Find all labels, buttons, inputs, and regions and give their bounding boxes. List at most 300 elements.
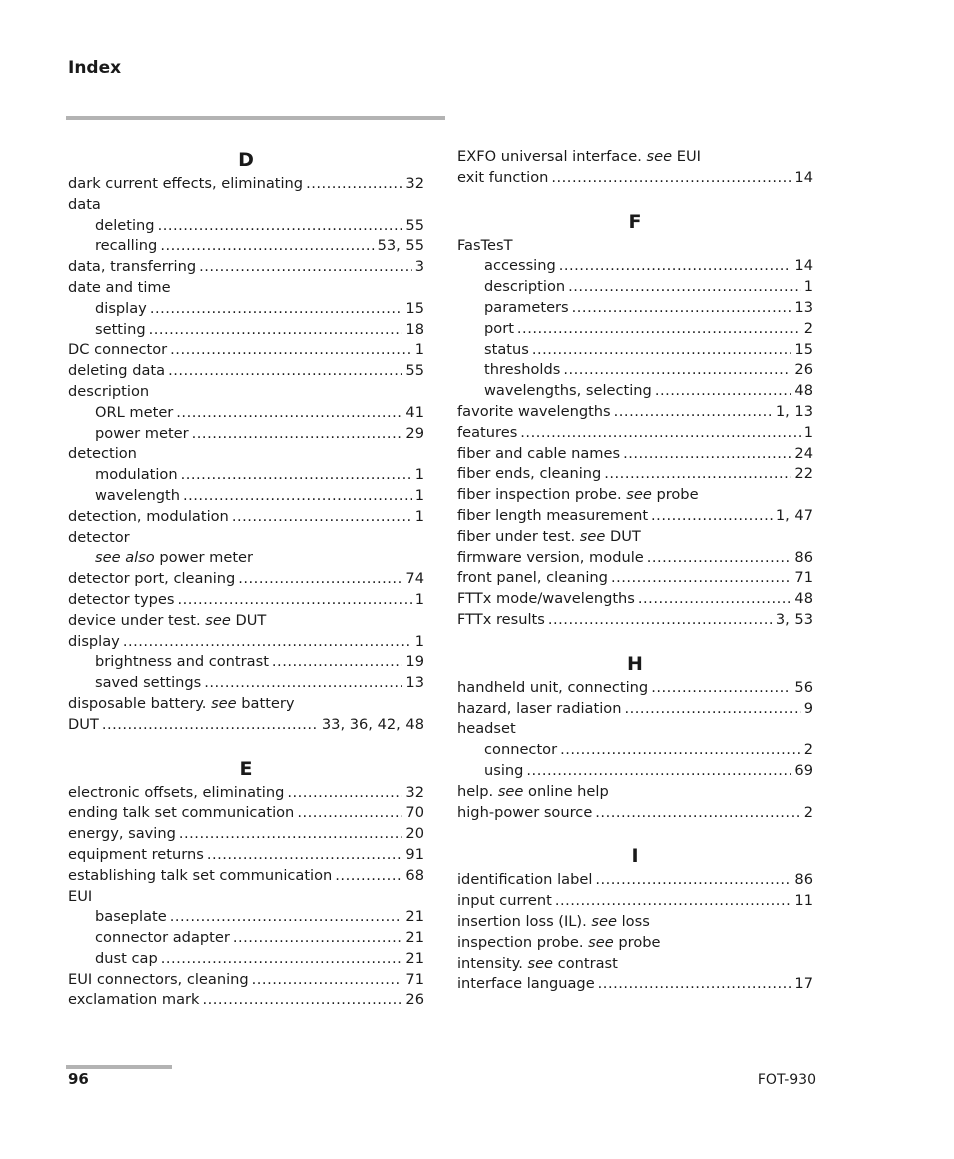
index-subentry bbox=[68, 465, 424, 486]
entry-term: firmware version, module bbox=[457, 548, 644, 566]
entry-term: data bbox=[68, 195, 101, 213]
dot-leader bbox=[123, 632, 412, 653]
index-entry bbox=[68, 590, 424, 611]
dot-leader bbox=[297, 803, 402, 824]
entry-term: DUT bbox=[68, 715, 99, 733]
entry-term: saved settings bbox=[95, 674, 202, 692]
entry-term: electronic offsets, eliminating bbox=[68, 783, 285, 801]
section-gap bbox=[457, 189, 813, 209]
page-reference: 1, 13 bbox=[775, 402, 813, 420]
index-column-left bbox=[68, 147, 424, 1011]
index-entry bbox=[68, 382, 424, 403]
index-entry bbox=[68, 528, 424, 549]
dot-leader bbox=[548, 610, 773, 631]
entry-term: thresholds bbox=[484, 361, 561, 379]
index-entry bbox=[68, 694, 424, 715]
dot-leader bbox=[177, 590, 411, 611]
section-letter: I bbox=[631, 845, 639, 868]
entry-term: dust cap bbox=[95, 949, 158, 967]
dot-leader bbox=[272, 652, 403, 673]
page-reference: 1 bbox=[414, 590, 424, 608]
page-reference: 3, 53 bbox=[775, 610, 813, 628]
entry-term bbox=[95, 548, 253, 569]
index-entry bbox=[68, 195, 424, 216]
dot-leader bbox=[149, 320, 403, 341]
dot-leader bbox=[335, 866, 402, 887]
index-entry bbox=[457, 954, 813, 975]
entry-term: energy, saving bbox=[68, 825, 176, 843]
entry-term: detector bbox=[68, 528, 130, 546]
dot-leader bbox=[563, 360, 791, 381]
page-reference: 56 bbox=[794, 678, 813, 696]
term-text: power meter bbox=[159, 549, 254, 567]
term-text: inspection probe. bbox=[457, 933, 584, 951]
index-entry bbox=[457, 678, 813, 699]
entry-term bbox=[457, 912, 650, 933]
entry-term: deleting data bbox=[68, 362, 166, 380]
index-entry bbox=[457, 568, 813, 589]
entry-term: detection bbox=[68, 445, 137, 463]
index-subentry bbox=[457, 740, 813, 761]
dot-leader bbox=[102, 715, 319, 736]
see-target: DUT bbox=[235, 611, 267, 629]
section-gap bbox=[457, 823, 813, 843]
page-reference: 3 bbox=[414, 258, 424, 276]
see-reference: see bbox=[626, 486, 652, 504]
index-subentry bbox=[457, 319, 813, 340]
entry-term bbox=[68, 694, 295, 715]
page-reference: 2 bbox=[803, 319, 813, 337]
page-reference: 32 bbox=[405, 175, 424, 192]
index-subentry bbox=[68, 236, 424, 257]
index-subentry bbox=[68, 216, 424, 237]
index-subentry bbox=[457, 298, 813, 319]
page-reference: 19 bbox=[405, 653, 424, 671]
index-entry bbox=[457, 527, 813, 548]
dot-leader bbox=[611, 568, 791, 589]
index-entry bbox=[68, 990, 424, 1011]
page-reference: 1, 47 bbox=[775, 506, 813, 524]
dot-leader bbox=[170, 340, 412, 361]
entry-term: exit function bbox=[457, 168, 549, 186]
entry-term bbox=[457, 485, 699, 506]
see-target: contrast bbox=[557, 954, 618, 972]
see-target: probe bbox=[656, 486, 699, 504]
dot-leader bbox=[160, 236, 374, 257]
index-entry bbox=[457, 147, 813, 168]
page-reference: 13 bbox=[405, 674, 424, 692]
index-section bbox=[68, 147, 424, 736]
page-reference: 2 bbox=[803, 741, 813, 759]
index-entry bbox=[457, 782, 813, 803]
entry-term: handheld unit, connecting bbox=[457, 678, 649, 696]
entry-term: headset bbox=[457, 720, 516, 738]
entry-term: connector adapter bbox=[95, 929, 230, 947]
index-subentry bbox=[68, 320, 424, 341]
entry-term: features bbox=[457, 423, 518, 441]
entry-term: data, transferring bbox=[68, 258, 197, 276]
index-entry bbox=[457, 589, 813, 610]
dot-leader bbox=[568, 277, 801, 298]
term-text: help. bbox=[457, 782, 494, 800]
entry-term bbox=[457, 147, 701, 168]
entry-term: description bbox=[484, 278, 566, 296]
index-subentry bbox=[68, 424, 424, 445]
dot-leader bbox=[551, 168, 791, 189]
dot-leader bbox=[655, 381, 792, 402]
index-section bbox=[457, 189, 813, 631]
page-reference: 71 bbox=[794, 569, 813, 587]
entry-term: fiber length measurement bbox=[457, 506, 649, 524]
index-entry bbox=[68, 970, 424, 991]
index-entry bbox=[457, 236, 813, 257]
index-entry bbox=[457, 870, 813, 891]
index-entry bbox=[457, 402, 813, 423]
dot-leader bbox=[203, 990, 403, 1011]
entry-term: DC connector bbox=[68, 341, 168, 359]
dot-leader bbox=[232, 507, 412, 528]
entry-term: display bbox=[68, 632, 120, 650]
dot-leader bbox=[192, 424, 403, 445]
index-entry bbox=[457, 444, 813, 465]
section-letter: F bbox=[628, 210, 642, 233]
dot-leader bbox=[517, 319, 801, 340]
page-reference: 14 bbox=[794, 257, 813, 275]
page-reference: 48 bbox=[794, 590, 813, 608]
page-reference: 74 bbox=[405, 570, 424, 588]
page-reference: 1 bbox=[803, 278, 813, 296]
index-subentry bbox=[68, 299, 424, 320]
dot-leader bbox=[532, 340, 792, 361]
see-target: EUI bbox=[676, 148, 701, 165]
dot-leader bbox=[233, 928, 403, 949]
page-reference: 29 bbox=[405, 424, 424, 442]
index-subentry bbox=[68, 548, 424, 569]
index-subentry bbox=[457, 256, 813, 277]
page-reference: 26 bbox=[405, 991, 424, 1009]
index-entry bbox=[457, 803, 813, 824]
page-reference: 11 bbox=[794, 892, 813, 910]
see-reference: see bbox=[588, 933, 614, 951]
entry-term: fiber ends, cleaning bbox=[457, 465, 602, 483]
dot-leader bbox=[287, 783, 402, 804]
index-entry bbox=[68, 569, 424, 590]
index-entry bbox=[68, 824, 424, 845]
dot-leader bbox=[252, 970, 403, 991]
see-reference: see bbox=[527, 954, 554, 972]
index-entry bbox=[457, 933, 813, 954]
header-rule bbox=[66, 116, 445, 120]
index-subentry bbox=[457, 381, 813, 402]
page-reference: 55 bbox=[405, 216, 424, 234]
dot-leader bbox=[598, 974, 792, 995]
entry-term: deleting bbox=[95, 216, 155, 234]
page-reference: 1 bbox=[414, 466, 424, 484]
index-entry bbox=[457, 912, 813, 933]
entry-term: EUI bbox=[68, 887, 93, 905]
entry-term: interface language bbox=[457, 975, 595, 993]
dot-leader bbox=[572, 298, 792, 319]
entry-term bbox=[68, 611, 266, 632]
index-entry bbox=[457, 423, 813, 444]
dot-leader bbox=[624, 699, 800, 720]
dot-leader bbox=[183, 486, 412, 507]
entry-term: hazard, laser radiation bbox=[457, 699, 622, 717]
index-entry bbox=[68, 174, 424, 195]
page-reference: 24 bbox=[794, 444, 813, 462]
index-entry bbox=[457, 464, 813, 485]
entry-term: establishing talk set communication bbox=[68, 866, 333, 884]
index-subentry bbox=[457, 360, 813, 381]
see-reference: see bbox=[591, 912, 617, 930]
term-text: fiber inspection probe. bbox=[457, 486, 622, 504]
page-reference: 20 bbox=[405, 825, 424, 843]
dot-leader bbox=[638, 589, 792, 610]
entry-term: favorite wavelengths bbox=[457, 402, 611, 420]
index-entry bbox=[68, 507, 424, 528]
entry-term: display bbox=[95, 299, 147, 317]
index-section bbox=[457, 823, 813, 995]
page-reference: 32 bbox=[405, 783, 424, 801]
document-code: FOT-930 bbox=[757, 1072, 816, 1088]
index-entry bbox=[457, 699, 813, 720]
index-entry bbox=[457, 485, 813, 506]
page-reference: 1 bbox=[414, 507, 424, 525]
page-reference: 1 bbox=[414, 632, 424, 650]
entry-term: power meter bbox=[95, 424, 189, 442]
index-section bbox=[68, 736, 424, 1012]
see-target: loss bbox=[621, 912, 650, 930]
entry-term: status bbox=[484, 340, 529, 358]
entry-term: brightness and contrast bbox=[95, 653, 269, 671]
entry-term: wavelength bbox=[95, 486, 181, 504]
entry-term: FTTx mode/wavelengths bbox=[457, 590, 635, 608]
entry-term: wavelengths, selecting bbox=[484, 382, 652, 400]
entry-term: using bbox=[484, 761, 524, 779]
entry-term: input current bbox=[457, 892, 552, 910]
page-reference: 53, 55 bbox=[377, 237, 424, 255]
page-reference: 1 bbox=[414, 341, 424, 359]
dot-leader bbox=[595, 803, 800, 824]
section-letter: E bbox=[239, 757, 253, 780]
index-entry bbox=[68, 611, 424, 632]
entry-term: FTTx results bbox=[457, 610, 545, 628]
see-target: DUT bbox=[609, 527, 641, 545]
see-reference: see bbox=[646, 148, 673, 165]
page-reference: 21 bbox=[405, 949, 424, 967]
index-subentry bbox=[68, 907, 424, 928]
page-reference: 2 bbox=[803, 803, 813, 821]
term-text: intensity. bbox=[457, 954, 523, 972]
entry-term: detection, modulation bbox=[68, 507, 229, 525]
entry-term: description bbox=[68, 382, 150, 400]
index-entry bbox=[457, 974, 813, 995]
dot-leader bbox=[150, 299, 403, 320]
page-reference: 1 bbox=[414, 486, 424, 504]
dot-leader bbox=[520, 423, 800, 444]
page-reference: 86 bbox=[794, 871, 813, 889]
entry-term: setting bbox=[95, 320, 146, 338]
index-entry bbox=[457, 506, 813, 527]
index-subentry bbox=[457, 761, 813, 782]
entry-term: baseplate bbox=[95, 908, 167, 926]
dot-leader bbox=[238, 569, 402, 590]
index-entry bbox=[68, 783, 424, 804]
page-reference: 21 bbox=[405, 929, 424, 947]
index-subentry bbox=[68, 928, 424, 949]
index-subentry bbox=[68, 403, 424, 424]
index-entry bbox=[68, 340, 424, 361]
term-text: EXFO universal interface. bbox=[457, 148, 642, 165]
page-reference: 17 bbox=[794, 975, 813, 993]
page-reference: 33, 36, 42, 48 bbox=[321, 715, 424, 733]
dot-leader bbox=[306, 174, 402, 195]
section-gap bbox=[457, 631, 813, 651]
index-entry bbox=[68, 887, 424, 908]
dot-leader bbox=[170, 907, 403, 928]
page-reference: 68 bbox=[405, 866, 424, 884]
entry-term: connector bbox=[484, 741, 558, 759]
entry-term: date and time bbox=[68, 278, 171, 296]
index-entry bbox=[68, 866, 424, 887]
entry-term: ORL meter bbox=[95, 403, 174, 421]
index-entry bbox=[457, 168, 813, 189]
term-text: disposable battery. bbox=[68, 694, 207, 712]
index-entry bbox=[457, 891, 813, 912]
see-target: probe bbox=[618, 933, 661, 951]
entry-term: port bbox=[484, 319, 514, 337]
term-text: fiber under test. bbox=[457, 527, 576, 545]
dot-leader bbox=[614, 402, 773, 423]
index-entry bbox=[68, 361, 424, 382]
see-target: online help bbox=[528, 782, 609, 800]
index-entry bbox=[68, 444, 424, 465]
entry-term bbox=[457, 933, 661, 954]
page-reference: 15 bbox=[405, 299, 424, 317]
entry-term: equipment returns bbox=[68, 845, 204, 863]
section-letter: H bbox=[627, 652, 643, 675]
page-reference: 91 bbox=[405, 845, 424, 863]
dot-leader bbox=[560, 740, 801, 761]
index-subentry bbox=[68, 486, 424, 507]
dot-leader bbox=[604, 464, 791, 485]
index-subentry bbox=[68, 652, 424, 673]
page-reference: 1 bbox=[803, 423, 813, 441]
page-reference: 21 bbox=[405, 908, 424, 926]
dot-leader bbox=[555, 891, 792, 912]
entry-term bbox=[457, 782, 609, 803]
entry-term bbox=[457, 954, 618, 975]
dot-leader bbox=[161, 949, 403, 970]
index-entry bbox=[68, 803, 424, 824]
index-entry bbox=[68, 632, 424, 653]
index-entry bbox=[457, 610, 813, 631]
index-subentry bbox=[457, 340, 813, 361]
section-letter: D bbox=[238, 149, 254, 171]
see-target: battery bbox=[241, 694, 295, 712]
index-entry bbox=[68, 278, 424, 299]
dot-leader bbox=[651, 678, 791, 699]
dot-leader bbox=[176, 403, 402, 424]
page-reference: 9 bbox=[803, 699, 813, 717]
page-reference: 41 bbox=[405, 403, 424, 421]
entry-term: parameters bbox=[484, 298, 569, 316]
see-reference: see bbox=[205, 611, 231, 629]
see-also-reference: see also bbox=[95, 549, 155, 567]
page-reference: 86 bbox=[794, 548, 813, 566]
dot-leader bbox=[179, 824, 403, 845]
index-subentry bbox=[68, 673, 424, 694]
page-reference: 14 bbox=[794, 168, 813, 186]
entry-term: recalling bbox=[95, 237, 158, 255]
entry-term: exclamation mark bbox=[68, 991, 200, 1009]
section-gap bbox=[68, 736, 424, 756]
dot-leader bbox=[158, 216, 403, 237]
page-reference: 71 bbox=[405, 970, 424, 988]
entry-term: detector types bbox=[68, 590, 175, 608]
entry-term: accessing bbox=[484, 257, 556, 275]
page-number: 96 bbox=[68, 1070, 89, 1088]
index-subentry bbox=[457, 277, 813, 298]
see-reference: see bbox=[579, 527, 606, 545]
page-reference: 15 bbox=[794, 340, 813, 358]
dot-leader bbox=[168, 361, 402, 382]
page-reference: 55 bbox=[405, 362, 424, 380]
term-text: device under test. bbox=[68, 611, 201, 629]
page-reference: 22 bbox=[794, 465, 813, 483]
dot-leader bbox=[623, 444, 791, 465]
page-reference: 69 bbox=[794, 761, 813, 779]
dot-leader bbox=[199, 257, 412, 278]
entry-term bbox=[457, 527, 641, 548]
page-reference: 70 bbox=[405, 804, 424, 822]
term-text: insertion loss (IL). bbox=[457, 912, 587, 930]
dot-leader bbox=[181, 465, 412, 486]
entry-term: identification label bbox=[457, 871, 593, 889]
dot-leader bbox=[526, 761, 791, 782]
entry-term: front panel, cleaning bbox=[457, 569, 608, 587]
index-entry bbox=[68, 257, 424, 278]
dot-leader bbox=[647, 548, 792, 569]
index-subentry bbox=[68, 949, 424, 970]
index-section bbox=[457, 631, 813, 824]
entry-term: FasTesT bbox=[457, 236, 513, 254]
entry-term: modulation bbox=[95, 466, 178, 484]
see-reference: see bbox=[211, 694, 237, 712]
see-reference: see bbox=[497, 782, 524, 800]
page-reference: 18 bbox=[405, 320, 424, 338]
index-entry bbox=[68, 845, 424, 866]
index-entry bbox=[68, 715, 424, 736]
running-header-title: Index bbox=[68, 58, 122, 78]
dot-leader bbox=[651, 506, 773, 527]
entry-term: fiber and cable names bbox=[457, 444, 621, 462]
entry-term: detector port, cleaning bbox=[68, 570, 236, 588]
dot-leader bbox=[204, 673, 402, 694]
index-entry bbox=[457, 719, 813, 740]
index-entry bbox=[457, 548, 813, 569]
dot-leader bbox=[595, 870, 791, 891]
page-reference: 48 bbox=[794, 382, 813, 400]
entry-term: ending talk set communication bbox=[68, 804, 295, 822]
index-column-right bbox=[457, 147, 813, 995]
index-section bbox=[457, 147, 813, 189]
page-reference: 13 bbox=[794, 298, 813, 316]
entry-term: high-power source bbox=[457, 803, 593, 821]
page-reference: 26 bbox=[794, 361, 813, 379]
dot-leader bbox=[559, 256, 792, 277]
dot-leader bbox=[207, 845, 403, 866]
